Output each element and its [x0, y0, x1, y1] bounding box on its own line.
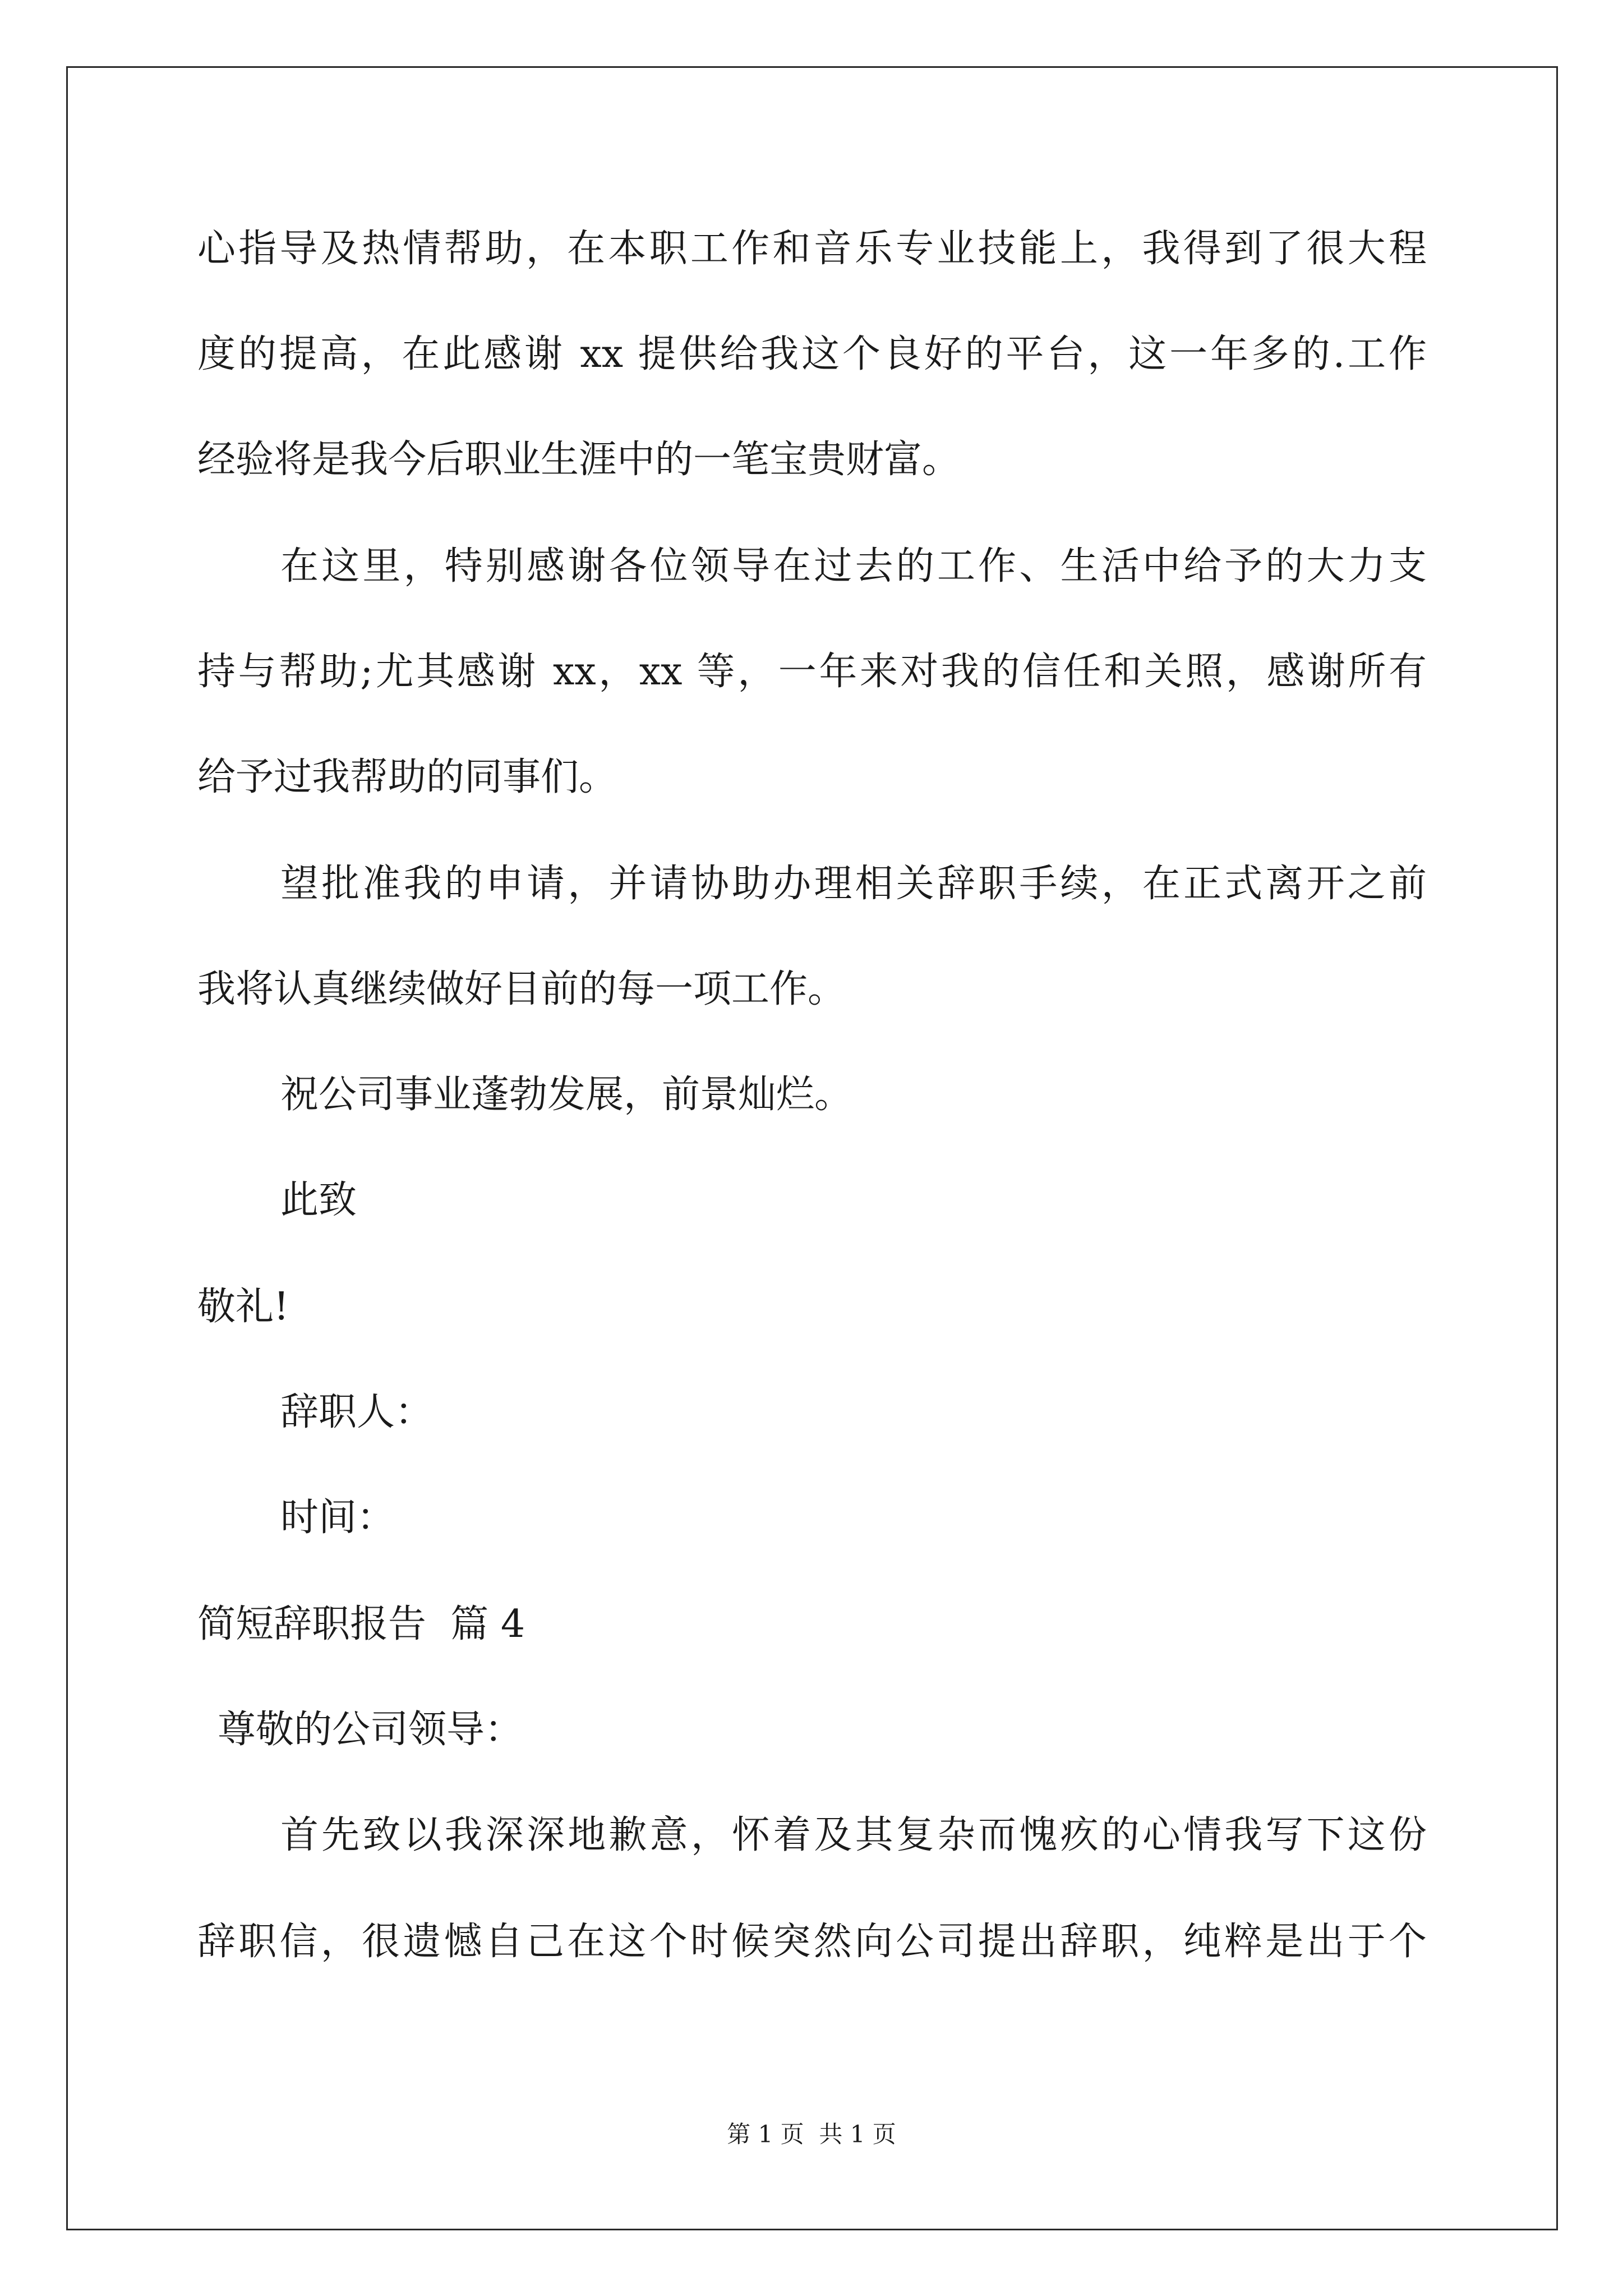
text-line-16: 首先致以我深深地歉意，怀着及其复杂而愧疚的心情我写下这份	[280, 1813, 1427, 1857]
text-line-13: 时间：	[280, 1496, 395, 1540]
text-line-3: 经验将是我今后职业生涯中的一笔宝贵财富。	[197, 438, 961, 482]
text-line-7: 望批准我的申请，并请协助办理相关辞职手续，在正式离开之前	[280, 862, 1427, 906]
text-line-12: 辞职人：	[280, 1390, 434, 1434]
text-line-17: 辞职信，很遗憾自己在这个时候突然向公司提出辞职，纯粹是出于个	[197, 1920, 1427, 1964]
text-line-10: 此致	[280, 1178, 357, 1222]
text-line-1: 心指导及热情帮助，在本职工作和音乐专业技能上，我得到了很大程	[197, 227, 1427, 271]
text-line-5: 持与帮助;尤其感谢 xx，xx 等，一年来对我的信任和关照，感谢所有	[197, 650, 1427, 694]
text-line-2: 度的提高，在此感谢 xx 提供给我这个良好的平台，这一年多的.工作	[197, 332, 1427, 376]
page-border	[66, 66, 1558, 2230]
text-line-8: 我将认真继续做好目前的每一项工作。	[197, 967, 846, 1011]
section-heading: 简短辞职报告 篇 4	[197, 1602, 525, 1646]
salutation: 尊敬的公司领导：	[218, 1708, 523, 1752]
text-line-11: 敬礼!	[197, 1285, 289, 1329]
text-line-4: 在这里，特别感谢各位领导在过去的工作、生活中给予的大力支	[280, 544, 1427, 588]
text-line-9: 祝公司事业蓬勃发展，前景灿烂。	[280, 1073, 853, 1117]
text-line-6: 给予过我帮助的同事们。	[197, 755, 617, 799]
page-footer: 第 1 页 共 1 页	[727, 2120, 896, 2148]
